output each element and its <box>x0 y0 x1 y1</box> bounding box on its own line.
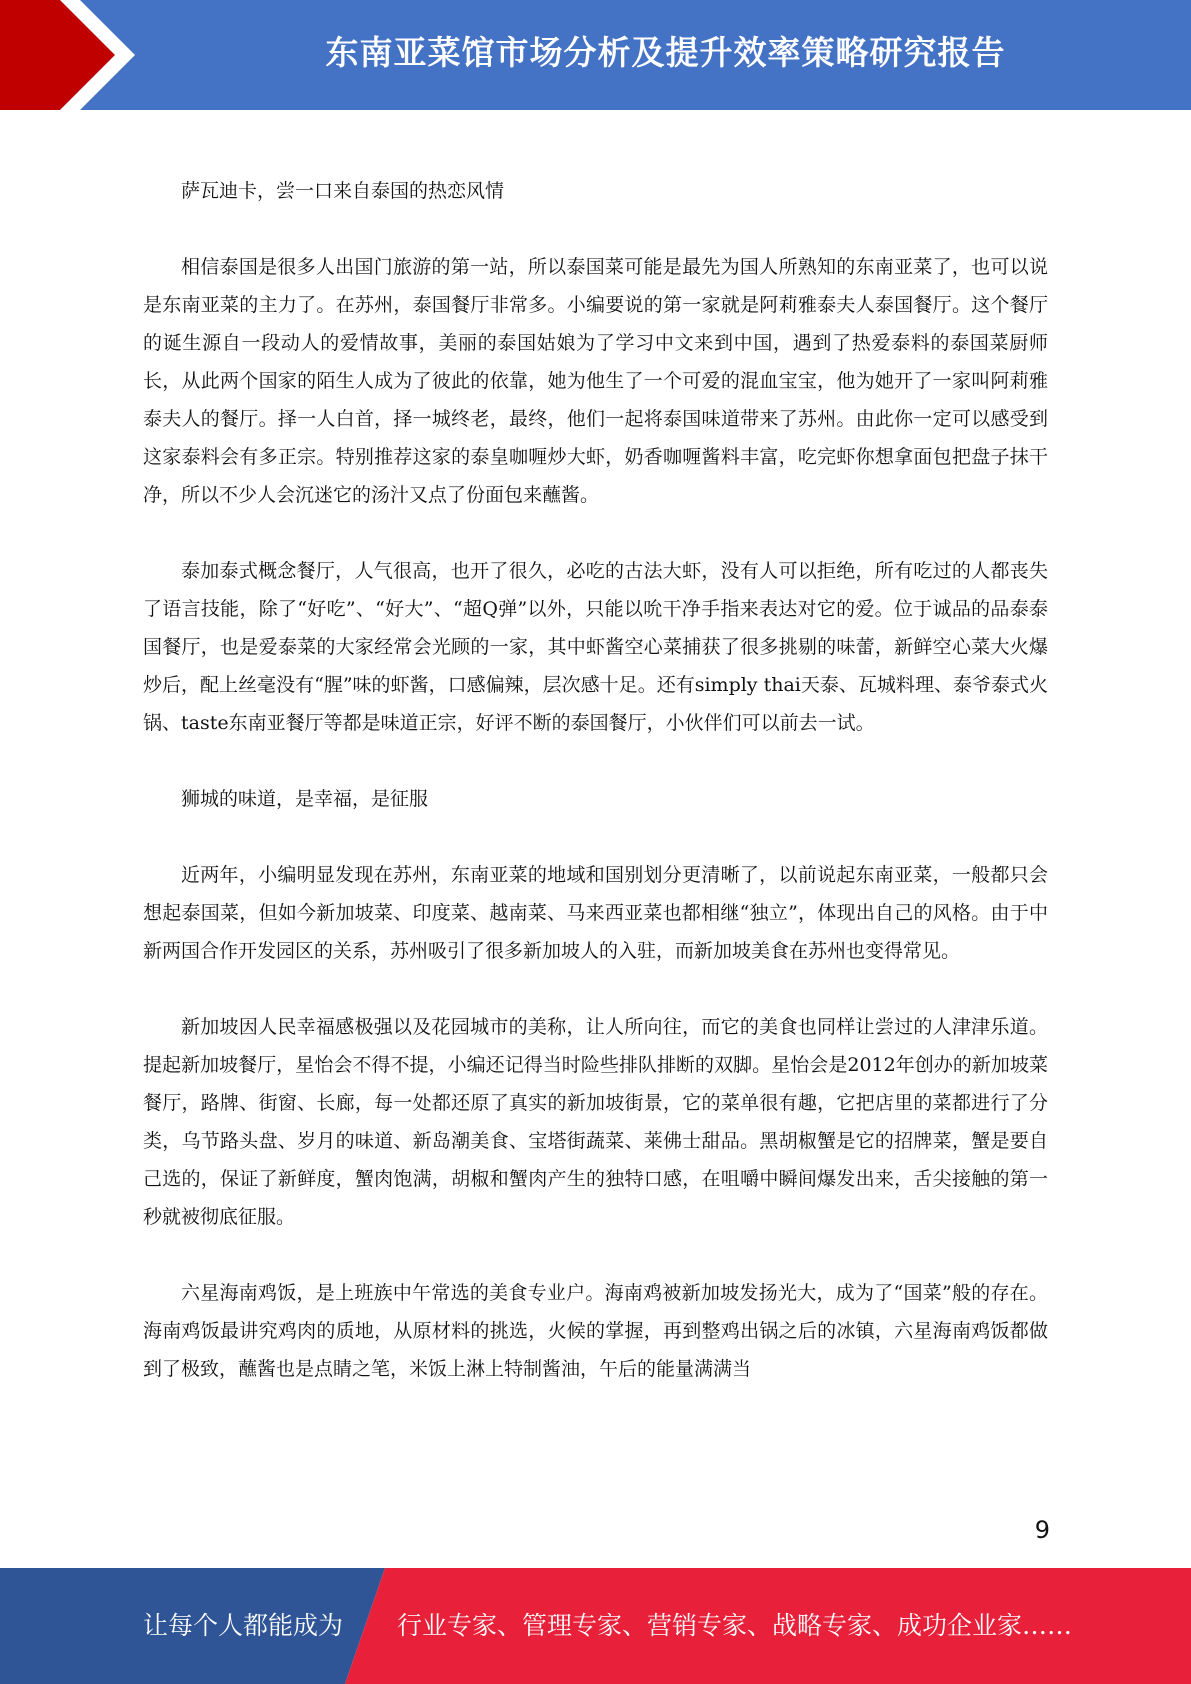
document-body <box>143 172 1048 1388</box>
red-arrow-decoration <box>0 0 160 110</box>
paragraph: 泰加泰式概念餐厅，人气很高，也开了很久，必吃的古法大虾，没有人可以拒绝，所有吃过的人都丧失了语言技能，除了“好吃”、“好大”、“超Q弹”以外，只能以吮干净手指来表达对它的爱。位于诚品的品泰泰国餐厅，也是爱泰菜的大家经常会光顾的一家，其中虾酱空心菜捕获了很多挑剔的味蕾，新鲜空心菜大火爆炒后，配上丝毫没有“腥”味的虾酱，口感偏辣，层次感十足。还有simply thai天泰、瓦城料理、泰爷泰式火锅、taste东南亚餐厅等都是味道正宗，好评不断的泰国餐厅，小伙伴们可以前去一试。 <box>143 560 1048 734</box>
footer-slogan-right: 行业专家、管理专家、营销专家、战略专家、成功企业家…… <box>397 1611 1073 1640</box>
page-number: 9 <box>1034 1516 1050 1544</box>
paragraph: 相信泰国是很多人出国门旅游的第一站，所以泰国菜可能是最先为国人所熟知的东南亚菜了，也可以说是东南亚菜的主力了。在苏州，泰国餐厅非常多。小编要说的第一家就是阿莉雅泰夫人泰国餐厅。这个餐厅的诞生源自一段动人的爱情故事，美丽的泰国姑娘为了学习中文来到中国，遇到了热爱泰料的泰国菜厨师长，从此两个国家的陌生人成为了彼此的依靠，她为他生了一个可爱的混血宝宝，他为她开了一家叫阿莉雅泰夫人的餐厅。择一人白首，择一城终老，最终，他们一起将泰国味道带来了苏州。由此你一定可以感受到这家泰料会有多正宗。特别推荐这家的泰皇咖喱炒大虾，奶香咖喱酱料丰富，吃完虾你想拿面包把盘子抹干净，所以不少人会沉迷它的汤汁又点了份面包来蘸酱。 <box>143 256 1048 506</box>
paragraph: 近两年，小编明显发现在苏州，东南亚菜的地域和国别划分更清晰了，以前说起东南亚菜，一般都只会想起泰国菜，但如今新加坡菜、印度菜、越南菜、马来西亚菜也都相继“独立”，体现出自己的风格。由于中新两国合作开发园区的关系，苏州吸引了很多新加坡人的入驻，而新加坡美食在苏州也变得常见。 <box>143 864 1048 962</box>
paragraph: 新加坡因人民幸福感极强以及花园城市的美称，让人所向往，而它的美食也同样让尝过的人津津乐道。提起新加坡餐厅，星怡会不得不提，小编还记得当时险些排队排断的双脚。星怡会是2012年创办的新加坡菜餐厅，路牌、街窗、长廊，每一处都还原了真实的新加坡街景，它的菜单很有趣，它把店里的菜都进行了分类，乌节路头盘、岁月的味道、新岛潮美食、宝塔街蔬菜、莱佛士甜品。黑胡椒蟹是它的招牌菜，蟹是要自己选的，保证了新鲜度，蟹肉饱满，胡椒和蟹肉产生的独特口感，在咀嚼中瞬间爆发出来，舌尖接触的第一秒就被彻底征服。 <box>143 1016 1048 1228</box>
paragraph: 六星海南鸡饭，是上班族中午常选的美食专业户。海南鸡被新加坡发扬光大，成为了“国菜”般的存在。海南鸡饭最讲究鸡肉的质地，从原材料的挑选，火候的掌握，再到整鸡出锅之后的冰镇，六星海南鸡饭都做到了极致，蘸酱也是点睛之笔，米饭上淋上特制酱油，午后的能量满满当 <box>143 1282 1048 1380</box>
footer-slogan-left: 让每个人都能成为 <box>143 1611 344 1640</box>
section-heading-singapore: 狮城的味道，是幸福，是征服 <box>181 788 429 810</box>
header-bar <box>0 0 1191 110</box>
document-title: 东南亚菜馆市场分析及提升效率策略研究报告 <box>325 33 1006 72</box>
section-heading-thai: 萨瓦迪卡，尝一口来自泰国的热恋风情 <box>181 180 505 202</box>
footer-bar <box>0 1568 1191 1684</box>
